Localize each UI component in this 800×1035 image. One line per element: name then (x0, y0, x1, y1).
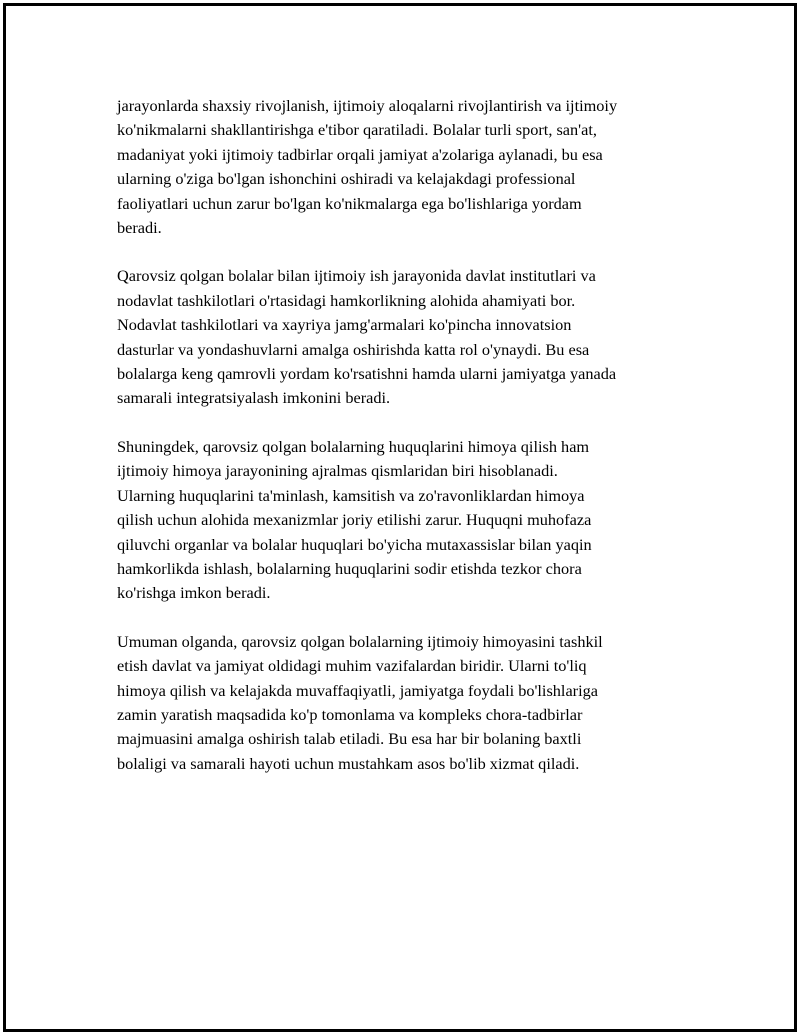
paragraph: Qarovsiz qolgan bolalar bilan ijtimoiy ish jarayonida davlat institutlari va nodavlat tashkilotlari o'rtasidagi hamkorlikning alohida ahamiyati bor. Nodavlat tashkilotlari va xayriya jamg'armalari ko'pincha innovatsion dasturlar va yondashuvlarni amalga oshirishda katta rol o'ynaydi. Bu esa bolalarga keng qamrovli yordam ko'rsatishni hamda ularni jamiyatga yanada samarali integratsiyalash imkonini beradi. (117, 266, 617, 408)
paragraph: jarayonlarda shaxsiy rivojlanish, ijtimoiy aloqalarni rivojlantirish va ijtimoiy ko'nikmalarni shakllantirishga e'tibor qaratiladi. Bolalar turli sport, san'at, madaniyat yoki ijtimoiy tadbirlar orqali jamiyat a'zolariga aylanadi, bu esa ularning o'ziga bo'lgan ishonchini oshiradi va kelajakdagi professional faoliyatlari uchun zarur bo'lgan ko'nikmalarga ega bo'lishlariga yordam beradi. (117, 96, 618, 238)
document-body (117, 94, 677, 800)
paragraph: Umuman olganda, qarovsiz qolgan bolalarning ijtimoiy himoyasini tashkil etish davlat va jamiyat oldidagi muhim vazifalardan biridir. Ularni to'liq himoya qilish va kelajakda muvaffaqiyatli, jamiyatga foydali bo'lishlariga zamin yaratish maqsadida ko'p tomonlama va kompleks chora-tadbirlar majmuasini amalga oshirish talab etiladi. Bu esa har bir bolaning baxtli bolaligi va samarali hayoti uchun mustahkam asos bo'lib xizmat qiladi. (117, 631, 603, 773)
paragraph: Shuningdek, qarovsiz qolgan bolalarning huquqlarini himoya qilish ham ijtimoiy himoya jarayonining ajralmas qismlaridan biri hisoblanadi. Ularning huquqlarini ta'minlash, kamsitish va zo'ravonliklardan himoya qilish uchun alohida mexanizmlar joriy etilishi zarur. Huquqni muhofaza qiluvchi organlar va bolalar huquqlari bo'yicha mutaxassislar bilan yaqin hamkorlikda ishlash, bolalarning huquqlarini sodir etishda tezkor chora ko'rishga imkon beradi. (117, 436, 592, 603)
